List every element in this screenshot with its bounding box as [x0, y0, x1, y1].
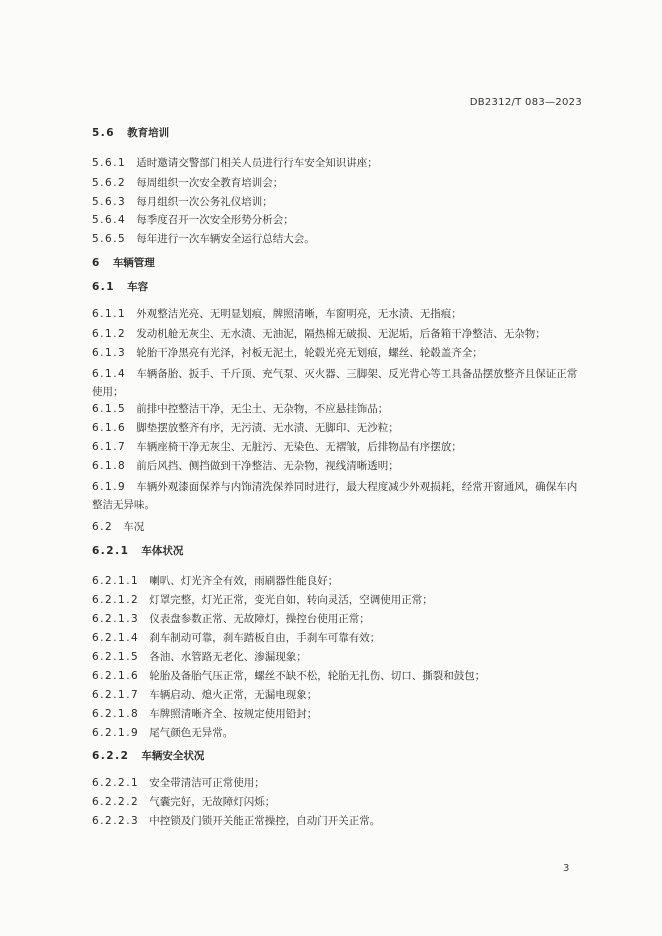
clause-6-1-6	[92, 422, 399, 435]
clause-6-2-1-7	[92, 689, 317, 702]
clause-number: 5.6.4	[92, 214, 127, 226]
clause-text: 轮胎及备胎气压正常，螺丝不缺不松，轮胎无扎伤、切口、撕裂和鼓包；	[149, 670, 486, 682]
clause-5-6-5	[92, 233, 315, 246]
clause-text: 各油、水管路无老化、渗漏现象；	[149, 651, 307, 663]
clause-text: 车牌照清晰齐全、按规定使用铅封；	[149, 708, 318, 720]
clause-text: 发动机舱无灰尘、无水渍、无油泥，隔热棉无破损、无泥垢，后备箱干净整洁、无杂物；	[136, 328, 546, 340]
clause-text: 车况	[123, 521, 145, 533]
clause-text: 安全带清洁可正常使用；	[149, 777, 265, 789]
clause-6-1-3	[92, 347, 483, 360]
clause-text: 每周组织一次安全教育培训会；	[136, 177, 284, 189]
clause-text: 车体状况	[141, 545, 184, 557]
clause-text: 每季度召开一次安全形势分析会；	[136, 214, 294, 226]
clause-6-2-2-3	[92, 815, 380, 828]
clause-text: 刹车制动可靠，刹车踏板自由，手刹车可靠有效；	[149, 632, 381, 644]
clause-number: 6.2.1.7	[92, 689, 140, 701]
clause-5-6-4	[92, 214, 294, 227]
clause-number: 6.2.1	[92, 545, 130, 557]
page-number: 3	[563, 863, 570, 874]
clause-5-6-3	[92, 196, 273, 209]
clause-6-1-5	[92, 403, 388, 416]
clause-number: 6.1.7	[92, 441, 127, 453]
clause-number: 5.6	[92, 127, 116, 139]
clause-text: 灯罩完整，灯光正常，变光自如，转向灵活，空调使用正常；	[149, 594, 433, 606]
clause-text: 车辆管理	[112, 257, 155, 269]
clause-5-6-1	[92, 157, 378, 170]
clause-text: 适时邀请交警部门相关人员进行行车安全知识讲座；	[136, 157, 378, 169]
clause-6-2-2-1	[92, 777, 265, 790]
clause-number: 6.2.1.4	[92, 632, 140, 644]
clause-text: 脚垫摆放整齐有序，无污渍、无水渍、无脚印、无沙粒；	[136, 422, 399, 434]
clause-6-1-9	[92, 478, 584, 514]
clause-number: 6.2.1.3	[92, 613, 140, 625]
clause-6-2-1-2	[92, 594, 433, 607]
clause-text: 每年进行一次车辆安全运行总结大会。	[136, 233, 315, 245]
clause-number: 6.2.2.2	[92, 796, 140, 808]
clause-6-1-1	[92, 308, 462, 321]
clause-6-2-1-4	[92, 632, 380, 645]
clause-5-6-2	[92, 177, 283, 190]
clause-6-2-1-3	[92, 613, 370, 626]
clause-6-2-1-6	[92, 670, 485, 683]
clause-text: 喇叭、灯光齐全有效，雨刷器性能良好；	[149, 575, 339, 587]
clause-number: 6.1.4	[92, 368, 127, 380]
clause-6-2-1-5	[92, 651, 307, 664]
clause-number: 6.1.1	[92, 308, 127, 320]
clause-number: 6	[92, 257, 101, 269]
clause-number: 5.6.5	[92, 233, 127, 245]
clause-number: 5.6.3	[92, 196, 127, 208]
clause-text: 车辆安全状况	[141, 750, 205, 762]
clause-number: 6.1	[92, 281, 116, 293]
clause-number: 6.2.2.1	[92, 777, 140, 789]
clause-number: 6.2.2.3	[92, 815, 140, 827]
clause-text: 气囊完好，无故障灯闪烁；	[149, 796, 276, 808]
clause-text: 中控锁及门锁开关能正常操控，自动门开关正常。	[149, 815, 381, 827]
clause-number: 6.2.1.6	[92, 670, 140, 682]
clause-6	[92, 257, 155, 270]
clause-6-2-1-9	[92, 727, 233, 740]
clause-6-1-2	[92, 328, 546, 341]
clause-number: 6.2.1.2	[92, 594, 140, 606]
clause-text: 外观整洁光亮、无明显划痕，牌照清晰，车窗明亮，无水渍、无指痕；	[136, 308, 462, 320]
clause-text: 前排中控整洁干净，无尘土、无杂物，不应悬挂饰品；	[136, 403, 389, 415]
clause-text: 车辆座椅干净无灰尘、无脏污、无染色、无褶皱，后排物品有序摆放；	[136, 441, 462, 453]
clause-number: 6.1.2	[92, 328, 127, 340]
clause-6-2-1-1	[92, 575, 338, 588]
clause-number: 6.1.6	[92, 422, 127, 434]
clause-number: 6.2.1.1	[92, 575, 140, 587]
clause-6-2	[92, 521, 144, 534]
clause-6-1-8	[92, 460, 399, 473]
clause-number: 5.6.1	[92, 157, 127, 169]
clause-text: 车容	[127, 281, 149, 293]
clause-number: 6.1.8	[92, 460, 127, 472]
clause-text: 车辆外观漆面保养与内饰清洗保养同时进行，最大程度减少外观损耗，经常开窗通风，确保车内整洁无异味。	[92, 481, 578, 511]
clause-number: 5.6.2	[92, 177, 127, 189]
document-code: DB2312/T 083—2023	[469, 97, 582, 108]
clause-number: 6.2.2	[92, 750, 130, 762]
clause-text: 车辆备胎、扳手、千斤顶、充气泵、灭火器、三脚架、反光背心等工具备品摆放整齐且保证正常使用；	[92, 368, 578, 398]
clause-text: 每月组织一次公务礼仪培训；	[136, 196, 273, 208]
clause-6-1	[92, 281, 148, 294]
clause-number: 6.1.3	[92, 347, 127, 359]
clause-6-2-2-2	[92, 796, 275, 809]
clause-number: 6.1.5	[92, 403, 127, 415]
clause-text: 车辆启动、熄火正常，无漏电现象；	[149, 689, 318, 701]
clause-number: 6.2.1.5	[92, 651, 140, 663]
clause-text: 仪表盘参数正常、无故障灯，操控台使用正常；	[149, 613, 370, 625]
clause-6-1-7	[92, 441, 462, 454]
clause-number: 6.1.9	[92, 481, 127, 493]
clause-6-2-1-8	[92, 708, 317, 721]
clause-text: 轮胎干净黑亮有光泽，衬板无泥土，轮毂光亮无划痕，螺丝、轮毂盖齐全；	[136, 347, 483, 359]
clause-text: 尾气颜色无异常。	[149, 727, 234, 739]
clause-6-1-4	[92, 365, 584, 401]
clause-number: 6.2.1.9	[92, 727, 140, 739]
clause-number: 6.2.1.8	[92, 708, 140, 720]
clause-6-2-2	[92, 750, 204, 763]
clause-text: 教育培训	[127, 127, 170, 139]
clause-number: 6.2	[92, 521, 114, 533]
clause-text: 前后风挡、侧挡做到干净整洁、无杂物，视线清晰透明；	[136, 460, 399, 472]
clause-5-6	[92, 127, 169, 140]
clause-6-2-1	[92, 545, 183, 558]
